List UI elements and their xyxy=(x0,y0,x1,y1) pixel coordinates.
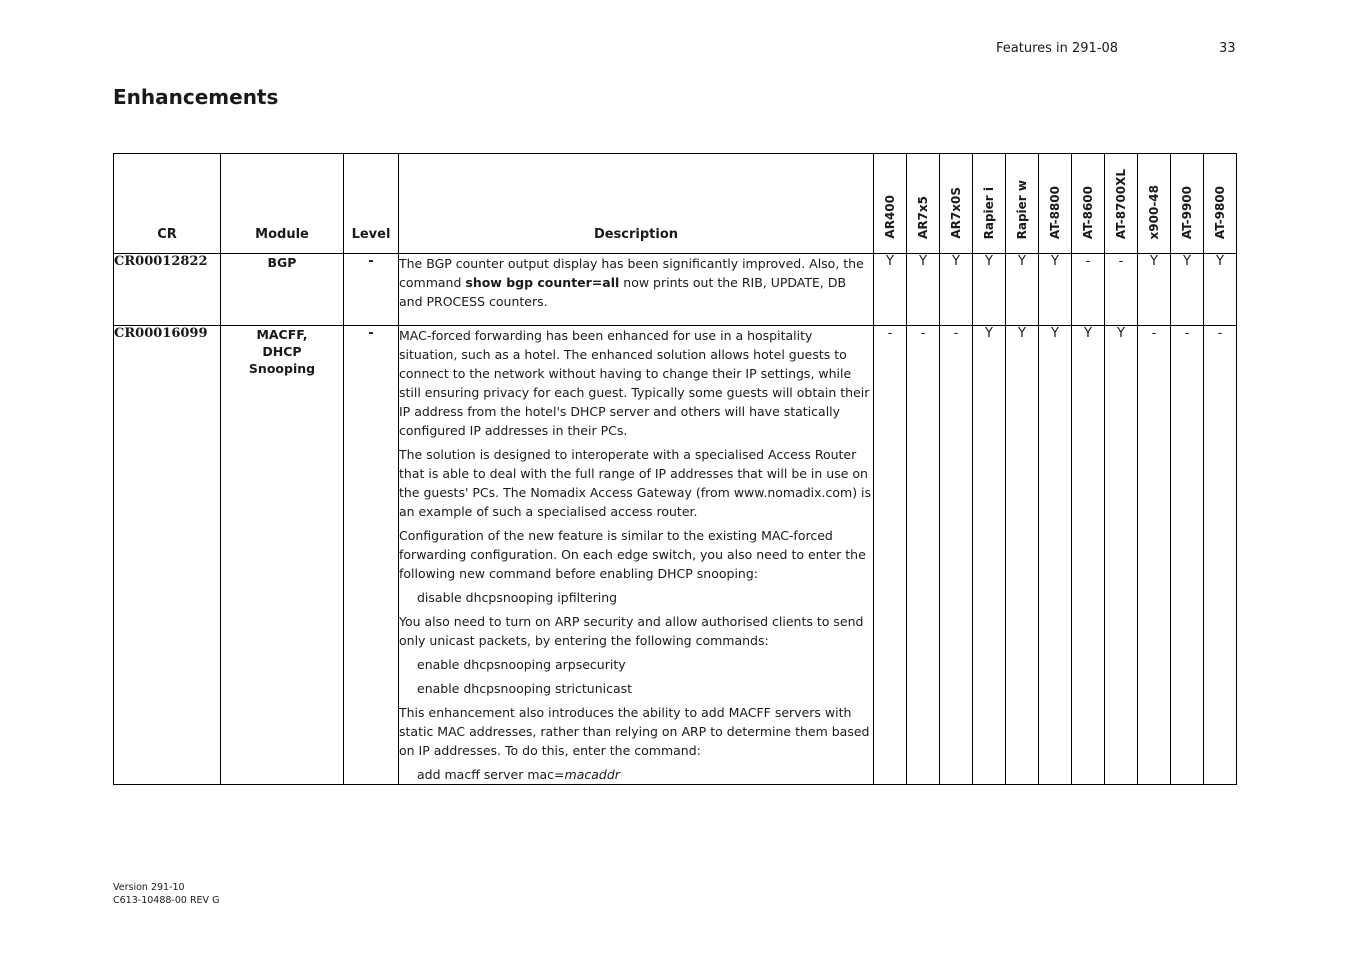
product-label: AT-9900 xyxy=(1180,185,1194,239)
support-cell: Y xyxy=(1105,326,1138,785)
header-module: Module xyxy=(221,154,344,254)
product-label: AR7x5 xyxy=(916,196,930,239)
module-name: BGP xyxy=(267,255,297,270)
command-line: enable dhcpsnooping strictunicast xyxy=(417,681,633,696)
support-cell: Y xyxy=(973,254,1006,326)
command-line: enable dhcpsnooping arpsecurity xyxy=(417,657,626,672)
description-text: The BGP counter output display has been significantly improved. Also, the command xyxy=(399,256,864,290)
header-product xyxy=(1204,154,1237,254)
product-label: AT-9800 xyxy=(1213,185,1227,239)
description-paragraph: Configuration of the new feature is similar to the existing MAC-forced forwarding configuration. On each edge switch, you also need to enter the following new command before enabling DHCP snooping: xyxy=(399,528,866,581)
description-paragraph xyxy=(399,254,873,311)
module-name: Snooping xyxy=(248,361,316,376)
table-row xyxy=(114,326,1237,785)
header-product xyxy=(1138,154,1171,254)
command-parameter: macaddr xyxy=(564,767,620,782)
section-title: Enhancements xyxy=(113,85,279,109)
support-cell: Y xyxy=(1204,254,1237,326)
support-cell: Y xyxy=(1006,254,1039,326)
support-cell: - xyxy=(1204,326,1237,785)
product-label: AR400 xyxy=(883,195,897,239)
description-paragraph: You also need to turn on ARP security and allow authorised clients to send only unicast packets, by entering the following commands: xyxy=(399,614,864,648)
running-header-title: Features in 291-08 xyxy=(996,41,1119,56)
support-cell: Y xyxy=(940,254,973,326)
support-cell: Y xyxy=(1171,254,1204,326)
support-cell: Y xyxy=(1039,254,1072,326)
page-number: 33 xyxy=(1219,41,1236,56)
level-cell: - xyxy=(344,326,399,785)
support-cell: Y xyxy=(1039,326,1072,785)
description-cell xyxy=(399,254,874,326)
description-cell xyxy=(399,326,874,785)
header-product xyxy=(1039,154,1072,254)
description-paragraph: This enhancement also introduces the ability to add MACFF servers with static MAC addresses, rather than relying on ARP to determine them based on IP addresses. To do this, enter the command: xyxy=(399,705,870,758)
description-paragraph: MAC-forced forwarding has been enhanced for use in a hospitality situation, such as a hotel. The enhanced solution allows hotel guests to connect to the network without having to change their IP settings, while still ensuring privacy for each guest. Typically some guests will obtain their IP address from the hotel's DHCP server and others will have statically configured IP addresses in their PCs. xyxy=(399,328,870,438)
description-paragraph: The solution is designed to interoperate with a specialised Access Router that is able to deal with the full range of IP addresses that will be in use on the guests' PCs. The Nomadix Access Gateway (from www.nomadix.com) is an example of such a specialised access router. xyxy=(399,447,872,519)
header-description: Description xyxy=(399,154,874,254)
header-level: Level xyxy=(344,154,399,254)
support-cell: Y xyxy=(1006,326,1039,785)
support-cell: Y xyxy=(1072,326,1105,785)
module-cell xyxy=(221,326,344,785)
support-cell: Y xyxy=(1138,254,1171,326)
support-cell: - xyxy=(1105,254,1138,326)
support-cell: Y xyxy=(907,254,940,326)
support-cell: Y xyxy=(973,326,1006,785)
table-header-row xyxy=(114,154,1237,254)
enhancements-table xyxy=(113,153,1237,785)
support-cell: - xyxy=(874,326,907,785)
cr-number: CR00012822 xyxy=(114,254,221,326)
command-text: add macff server mac= xyxy=(417,767,565,782)
module-cell xyxy=(221,254,344,326)
module-name: DHCP xyxy=(262,344,302,359)
footer-doc-ref: C613-10488-00 REV G xyxy=(113,895,220,906)
header-product xyxy=(1105,154,1138,254)
header-product xyxy=(1006,154,1039,254)
header-cr: CR xyxy=(114,154,221,254)
support-cell: - xyxy=(1171,326,1204,785)
product-label: AT-8700XL xyxy=(1114,168,1128,239)
header-product xyxy=(940,154,973,254)
support-cell: Y xyxy=(874,254,907,326)
header-product xyxy=(907,154,940,254)
product-label: Rapier i xyxy=(982,186,996,239)
command-text: show bgp counter=all xyxy=(465,275,620,290)
module-name: MACFF, xyxy=(256,327,308,342)
header-product xyxy=(874,154,907,254)
command-line: disable dhcpsnooping ipfiltering xyxy=(417,590,618,605)
header-product xyxy=(1171,154,1204,254)
support-cell: - xyxy=(1072,254,1105,326)
support-cell: - xyxy=(1138,326,1171,785)
table-row xyxy=(114,254,1237,326)
header-product xyxy=(1072,154,1105,254)
product-label: x900-48 xyxy=(1147,184,1161,239)
command-line xyxy=(399,765,873,784)
support-cell: - xyxy=(940,326,973,785)
footer-version: Version 291-10 xyxy=(113,882,185,893)
description-text: now prints out the RIB, UPDATE, DB and PROCESS counters. xyxy=(399,275,847,309)
cr-number: CR00016099 xyxy=(114,326,221,785)
product-label: Rapier w xyxy=(1015,179,1029,239)
header-product xyxy=(973,154,1006,254)
product-label: AR7x0S xyxy=(949,187,963,239)
support-cell: - xyxy=(907,326,940,785)
level-cell: - xyxy=(344,254,399,326)
product-label: AT-8600 xyxy=(1081,185,1095,239)
product-label: AT-8800 xyxy=(1048,185,1062,239)
